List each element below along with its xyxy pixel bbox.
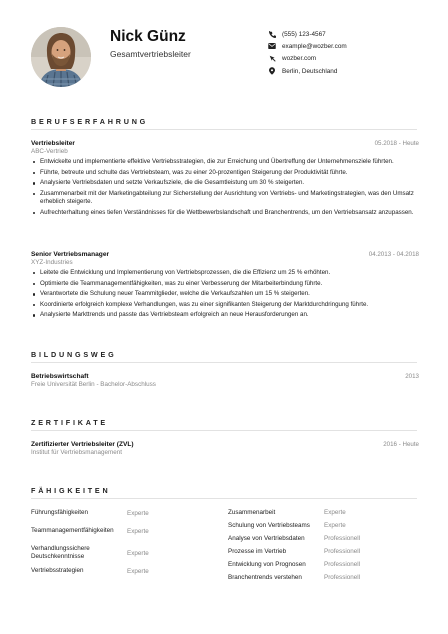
skill-level: Experte bbox=[324, 522, 346, 529]
contact-email bbox=[268, 40, 347, 52]
skill-level: Experte bbox=[127, 567, 149, 575]
job-bullet: Analysierte Vertriebsdaten und setzte Verkaufsziele, die die Gesamtleistung um 30 % steigerten. bbox=[31, 179, 419, 187]
skill-level: Experte bbox=[324, 509, 346, 516]
section-divider bbox=[31, 362, 417, 363]
skill-item bbox=[228, 571, 360, 584]
skill-level: Professionell bbox=[324, 561, 361, 568]
skill-level: Professionell bbox=[324, 535, 361, 542]
job-entry bbox=[31, 251, 419, 322]
skill-name: Verhandlungssichere Deutschkenntnisse bbox=[31, 545, 90, 560]
job-company: ABC-Vertrieb bbox=[31, 148, 68, 155]
certificate-name: Zertifizierter Vertriebsleiter (ZVL) bbox=[31, 441, 134, 448]
certificate-issuer: Institut für Vertriebsmanagement bbox=[31, 449, 123, 456]
skill-name: Schulung von Vertriebsteams bbox=[228, 521, 310, 529]
job-bullet: Optimierte die Teammanagementfähigkeiten, was zu einer Verbesserung der Mitarbeiterbindung führte. bbox=[31, 280, 419, 288]
job-company: XYZ-Industries bbox=[31, 259, 73, 266]
certificate-date: 2016 - Heute bbox=[383, 441, 419, 448]
job-bullet: Aufrechterhaltung eines tiefen Verständnisses für die Wettbewerbslandschaft und Branchentrends, um den Vertriebsansatz anzupassen. bbox=[31, 209, 419, 217]
section-divider bbox=[31, 430, 417, 431]
avatar-illustration bbox=[31, 27, 91, 87]
skill-item bbox=[31, 542, 149, 564]
section-divider bbox=[31, 129, 417, 130]
education-school: Freie Universität Berlin - Bachelor-Abschluss bbox=[31, 381, 156, 388]
job-role: Vertriebsleiter bbox=[31, 140, 75, 147]
education-date: 2013 bbox=[405, 373, 419, 380]
contact-phone-text[interactable]: (555) 123-4567 bbox=[282, 30, 326, 38]
education-entry bbox=[31, 373, 419, 388]
job-bullet: Entwickelte und implementierte effektive Vertriebsstrategien, die zur Erreichung und Übertreffung der Unternehmensziele führten. bbox=[31, 158, 419, 166]
section-title-experience: BERUFSERFAHRUNG bbox=[31, 117, 149, 126]
contact-list bbox=[268, 28, 347, 77]
skill-item bbox=[228, 545, 360, 558]
section-title-certificates: ZERTIFIKATE bbox=[31, 418, 108, 427]
job-bullet: Führte, betreute und schulte das Vertriebsteam, was zu einer 20-prozentigen Steigerung der Produktivität führte. bbox=[31, 169, 419, 177]
contact-email-text[interactable]: example@wozber.com bbox=[282, 42, 347, 50]
contact-location-text: Berlin, Deutschland bbox=[282, 67, 338, 75]
job-date: 05.2018 - Heute bbox=[374, 140, 419, 147]
skill-name: Analyse von Vertriebsdaten bbox=[228, 534, 305, 542]
certificate-entry bbox=[31, 441, 419, 456]
skills-column-right bbox=[228, 506, 360, 584]
skill-name: Teammanagementfähigkeiten bbox=[31, 527, 114, 534]
skill-name: Entwicklung von Prognosen bbox=[228, 560, 306, 568]
section-divider bbox=[31, 498, 417, 499]
candidate-job-title: Gesamtvertriebsleiter bbox=[110, 49, 191, 59]
skill-level: Professionell bbox=[324, 574, 361, 581]
skill-name: Führungsfähigkeiten bbox=[31, 509, 89, 516]
skill-name: Prozesse im Vertrieb bbox=[228, 547, 287, 555]
job-bullet: Koordinierte erfolgreich komplexe Verhandlungen, was zu einer signifikanten Steigerung der Marktdurchdringung führte. bbox=[31, 301, 419, 309]
profile-photo bbox=[31, 27, 91, 87]
link-icon bbox=[268, 55, 276, 63]
contact-website bbox=[268, 53, 347, 65]
skill-item bbox=[228, 506, 360, 519]
location-pin-icon bbox=[268, 67, 276, 75]
skill-level: Professionell bbox=[324, 548, 361, 555]
skill-item bbox=[228, 519, 360, 532]
skill-level: Experte bbox=[127, 527, 149, 535]
job-bullet: Zusammenarbeit mit der Marketingabteilung zur Sicherstellung der Ausrichtung von Vertriebs- und Marketingstrategien, was den Umsatz erheblich steigerte. bbox=[31, 190, 419, 206]
skill-level: Experte bbox=[127, 509, 149, 517]
skill-item bbox=[31, 520, 149, 542]
contact-location bbox=[268, 65, 347, 77]
section-title-education: BILDUNGSWEG bbox=[31, 350, 117, 359]
phone-icon bbox=[268, 30, 276, 38]
skill-name: Vertriebsstrategien bbox=[31, 567, 84, 574]
job-bullets bbox=[31, 158, 419, 217]
job-entry bbox=[31, 140, 419, 219]
skill-name: Zusammenarbeit bbox=[228, 508, 276, 516]
job-bullet: Leitete die Entwicklung und Implementierung von Vertriebsprozessen, die die Effizienz um 25 % erhöhten. bbox=[31, 269, 419, 277]
job-bullets bbox=[31, 269, 419, 320]
skill-item bbox=[228, 532, 360, 545]
skill-item bbox=[31, 506, 149, 520]
job-role: Senior Vertriebsmanager bbox=[31, 251, 110, 258]
skill-level: Experte bbox=[127, 549, 149, 557]
email-icon bbox=[268, 42, 276, 50]
section-title-skills: FÄHIGKEITEN bbox=[31, 486, 111, 495]
skill-item bbox=[228, 558, 360, 571]
job-bullet: Verantwortete die Schulung neuer Teammitglieder, welche die Verkaufszahlen um 15 % steigerten. bbox=[31, 290, 419, 298]
education-degree: Betriebswirtschaft bbox=[31, 373, 89, 380]
skill-name: Branchentrends verstehen bbox=[228, 573, 302, 581]
skills-column-left bbox=[31, 506, 149, 578]
skill-item bbox=[31, 564, 149, 578]
job-bullet: Analysierte Markttrends und passte das Vertriebsteam erfolgreich an neue Herausforderungen an. bbox=[31, 311, 419, 319]
contact-website-text[interactable]: wozber.com bbox=[282, 55, 317, 63]
contact-phone bbox=[268, 28, 347, 40]
resume-header bbox=[0, 0, 448, 110]
job-date: 04.2013 - 04.2018 bbox=[368, 251, 419, 258]
candidate-name: Nick Günz bbox=[110, 28, 186, 45]
